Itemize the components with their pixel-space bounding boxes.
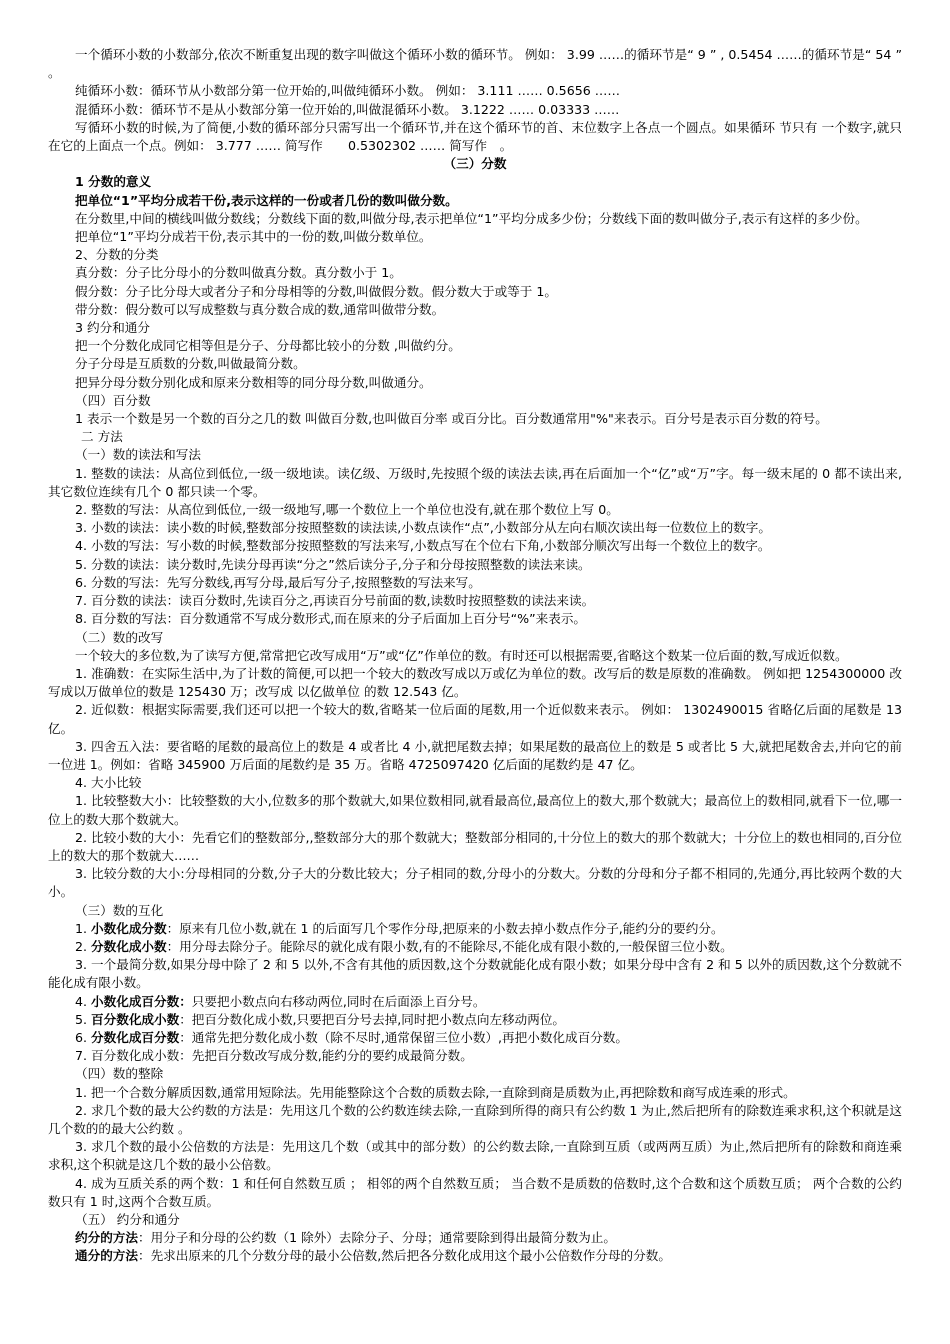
paragraph-14: 把一个分数化成同它相等但是分子、分母都比较小的分数 ,叫做约分。 <box>75 338 461 354</box>
document-page <box>48 46 902 1266</box>
paragraph-11: 假分数：分子比分母大或者分子和分母相等的分数,叫做假分数。假分数大于或等于 1。 <box>75 283 557 299</box>
paragraph-38: （三）数的互化 <box>75 902 164 918</box>
paragraph-43 <box>48 1011 902 1029</box>
section-heading-fractions: （三）分数 <box>443 156 507 172</box>
term-label: 百分数化成小数 <box>91 1011 180 1027</box>
paragraph-33: 3. 四舍五入法：要省略的尾数的最高位上的数是 4 或者比 4 小,就把尾数去掉；如果尾数的最高位上的数是 5 或者比 5 大,就把尾数舍去,并向它的前一位进 1。例如：省略 345900 万后面的尾数约是 35 万。省略 4725097420 亿后面的尾数约是 47 亿。 <box>48 738 902 772</box>
paragraph-37: 3. 比较分数的大小:分母相同的分数,分子大的分数比较大；分子相同的数,分母小的分数大。分数的分母和分子都不相同的,先通分,再比较两个数的大小。 <box>48 866 902 900</box>
paragraph-22: 2. 整数的写法：从高位到低位,一级一级地写,哪一个数位上一个单位也没有,就在那个数位上写 0。 <box>75 502 619 518</box>
paragraph-24: 4. 小数的写法：写小数的时候,整数部分按照整数的写法来写,小数点写在个位右下角,小数部分顺次写出每一个数位上的数字。 <box>75 538 771 554</box>
paragraph-10: 真分数：分子比分母小的分数叫做真分数。真分数小于 1。 <box>75 265 402 281</box>
paragraph-20: （一）数的读法和写法 <box>75 447 201 463</box>
paragraph-36: 2. 比较小数的大小：先看它们的整数部分,,整数部分大的那个数就大；整数部分相同的,十分位上的数大的那个数就大；十分位上的数也相同的,百分位上的数大的那个数就大…… <box>48 829 902 863</box>
paragraph-2: 混循环小数：循环节不是从小数部分第一位开始的,叫做混循环小数。 3.1222 …… 0.03333 …… <box>75 101 620 117</box>
paragraph-52 <box>48 1229 902 1247</box>
term-definition: ：用分母去除分子。能除尽的就化成有限小数,有的不能除尽,不能化成有限小数的,一般保留三位小数。 <box>166 938 733 954</box>
paragraph-48: 2. 求几个数的最大公约数的方法是：先用这几个数的公约数连续去除,一直除到所得的商只有公约数 1 为止,然后把所有的除数连乘求积,这个积就是这几个数的的最大公约数 。 <box>48 1102 902 1136</box>
term-label: 分数化成小数 <box>91 938 167 954</box>
paragraph-42 <box>48 993 902 1011</box>
paragraph-3: 写循环小数的时候,为了简便,小数的循环部分只需写出一个循环节,并在这个循环节的首、末位数字上各点一个圆点。如果循环 节只有 一个数字,就只在它的上面点一个点。例如： 3.777 …… 简写作 0.5302302 …… 简写作 。 <box>48 119 902 154</box>
term-definition: ：先求出原来的几个分数分母的最小公倍数,然后把各分数化成用这个最小公倍数作分母的分数。 <box>137 1248 671 1264</box>
paragraph-0: 一个循环小数的小数部分,依次不断重复出现的数字叫做这个循环小数的循环节。 例如： 3.99 ……的循环节是“ 9 ” , 0.5454 ……的循环节是“ 54 ” 。 <box>48 47 902 81</box>
paragraph-number: 6. <box>75 1029 92 1045</box>
paragraph-26: 6. 分数的写法：先写分数线,再写分母,最后写分子,按照整数的写法来写。 <box>75 574 481 590</box>
paragraph-5: 1 分数的意义 <box>75 174 152 190</box>
term-definition: 只要把小数点向右移动两位,同时在后面添上百分号。 <box>191 993 486 1009</box>
paragraph-49: 3. 求几个数的最小公倍数的方法是：先用这几个数（或其中的部分数）的公约数去除,一直除到互质（或两两互质）为止,然后把所有的除数和商连乘求积,这个积就是这几个数的最小公倍数。 <box>48 1139 902 1173</box>
paragraph-40 <box>48 938 902 956</box>
paragraph-16: 把异分母分数分别化成和原来分数相等的同分母分数,叫做通分。 <box>75 374 432 390</box>
paragraph-47: 1. 把一个合数分解质因数,通常用短除法。先用能整除这个合数的质数去除,一直除到商是质数为止,再把除数和商写成连乘的形式。 <box>75 1084 796 1100</box>
term-label: 小数化成百分数： <box>91 993 192 1009</box>
paragraph-34: 4. 大小比较 <box>75 775 142 791</box>
term-definition: ：把百分数化成小数,只要把百分号去掉,同时把小数点向左移动两位。 <box>179 1011 566 1027</box>
paragraph-12: 带分数：假分数可以写成整数与真分数合成的数,通常叫做带分数。 <box>75 301 445 317</box>
term-definition: ：原来有几位小数,就在 1 的后面写几个零作分母,把原来的小数去掉小数点作分子,能约分的要约分。 <box>166 920 724 936</box>
paragraph-1: 纯循环小数：循环节从小数部分第一位开始的,叫做纯循环小数。 例如： 3.111 …… 0.5656 …… <box>75 83 620 99</box>
paragraph-31: 1. 准确数：在实际生活中,为了计数的简便,可以把一个较大的数改写成以万或亿为单位的数。改写后的数是原数的准确数。 例如把 1254300000 改写成以万做单位的数是 125430 万；改写成 以亿做单位 的数 12.543 亿。 <box>48 665 902 700</box>
paragraph-32: 2. 近似数：根据实际需要,我们还可以把一个较大的数,省略某一位后面的尾数,用一个近似数来表示。 例如： 1302490015 省略亿后面的尾数是 13 亿。 <box>48 702 902 736</box>
paragraph-51: （五） 约分和通分 <box>75 1212 180 1227</box>
term-label: 约分的方法 <box>75 1230 138 1246</box>
paragraph-25: 5. 分数的读法：读分数时,先读分母再读“分之”然后读分子,分子和分母按照整数的读法来读。 <box>75 556 591 572</box>
term-label: 分数化成百分数 <box>91 1029 180 1045</box>
paragraph-23: 3. 小数的读法：读小数的时候,整数部分按照整数的读法读,小数点读作“点”,小数部分从左向右顺次读出每一位数位上的数字。 <box>75 520 771 536</box>
paragraph-number: 2. <box>75 938 92 954</box>
paragraph-28: 8. 百分数的写法：百分数通常不写成分数形式,而在原来的分子后面加上百分号“%”来表示。 <box>75 611 587 627</box>
paragraph-number: 1. <box>75 920 92 936</box>
paragraph-45: 7. 百分数化成小数：先把百分数改写成分数,能约分的要约成最简分数。 <box>75 1048 473 1064</box>
paragraph-7: 在分数里,中间的横线叫做分数线；分数线下面的数,叫做分母,表示把单位“1”平均分成多少份；分数线下面的数叫做分子,表示有这样的多少份。 <box>75 210 868 226</box>
paragraph-number: 4. <box>75 993 92 1009</box>
paragraph-9: 2、分数的分类 <box>75 247 159 263</box>
paragraph-39 <box>48 920 902 938</box>
term-definition: ：用分子和分母的公约数（1 除外）去除分子、分母；通常要除到得出最简分数为止。 <box>137 1230 616 1246</box>
paragraph-27: 7. 百分数的读法：读百分数时,先读百分之,再读百分号前面的数,读数时按照整数的读法来读。 <box>75 593 595 609</box>
term-label: 通分的方法 <box>75 1248 138 1264</box>
term-definition: ：通常先把分数化成小数（除不尽时,通常保留三位小数）,再把小数化成百分数。 <box>179 1029 628 1045</box>
paragraph-17: （四）百分数 <box>75 392 151 408</box>
paragraph-18: 1 表示一个数是另一个数的百分之几的数 叫做百分数,也叫做百分率 或百分比。百分数通常用"%"来表示。百分号是表示百分数的符号。 <box>75 411 828 427</box>
paragraph-41: 3. 一个最简分数,如果分母中除了 2 和 5 以外,不含有其他的质因数,这个分数就能化成有限小数；如果分母中含有 2 和 5 以外的质因数,这个分数就不能化成有限小数。 <box>48 957 902 991</box>
paragraph-50: 4. 成为互质关系的两个数：1 和任何自然数互质 ； 相邻的两个自然数互质； 当合数不是质数的倍数时,这个合数和这个质数互质； 两个合数的公约数只有 1 时,这两个合数互质。 <box>48 1175 902 1209</box>
paragraph-15: 分子分母是互质数的分数,叫做最简分数。 <box>75 356 306 372</box>
paragraph-number: 5. <box>75 1011 92 1027</box>
paragraph-8: 把单位“1”平均分成若干份,表示其中的一份的数,叫做分数单位。 <box>75 229 432 245</box>
term-label: 小数化成分数 <box>91 920 167 936</box>
paragraph-21: 1. 整数的读法：从高位到低位,一级一级地读。读亿级、万级时,先按照个级的读法去读,再在后面加一个“亿”或“万”字。每一级末尾的 0 都不读出来,其它数位连续有几个 0 都只读一个零。 <box>48 465 902 499</box>
paragraph-35: 1. 比较整数大小：比较整数的大小,位数多的那个数就大,如果位数相同,就看最高位,最高位上的数大,那个数就大；最高位上的数相同,就看下一位,哪一位上的数大那个数就大。 <box>48 793 902 827</box>
paragraph-19: 二 方法 <box>81 429 123 445</box>
paragraph-46: （四）数的整除 <box>75 1066 164 1082</box>
paragraph-44 <box>48 1029 902 1047</box>
paragraph-30: 一个较大的多位数,为了读写方便,常常把它改写成用“万”或“亿”作单位的数。有时还可以根据需要,省略这个数某一位后面的数,写成近似数。 <box>75 647 848 663</box>
paragraph-53 <box>48 1247 902 1265</box>
paragraph-29: （二）数的改写 <box>75 629 164 645</box>
paragraph-6: 把单位“1”平均分成若干份,表示这样的一份或者几份的数叫做分数。 <box>75 192 458 208</box>
paragraph-13: 3 约分和通分 <box>75 320 150 336</box>
